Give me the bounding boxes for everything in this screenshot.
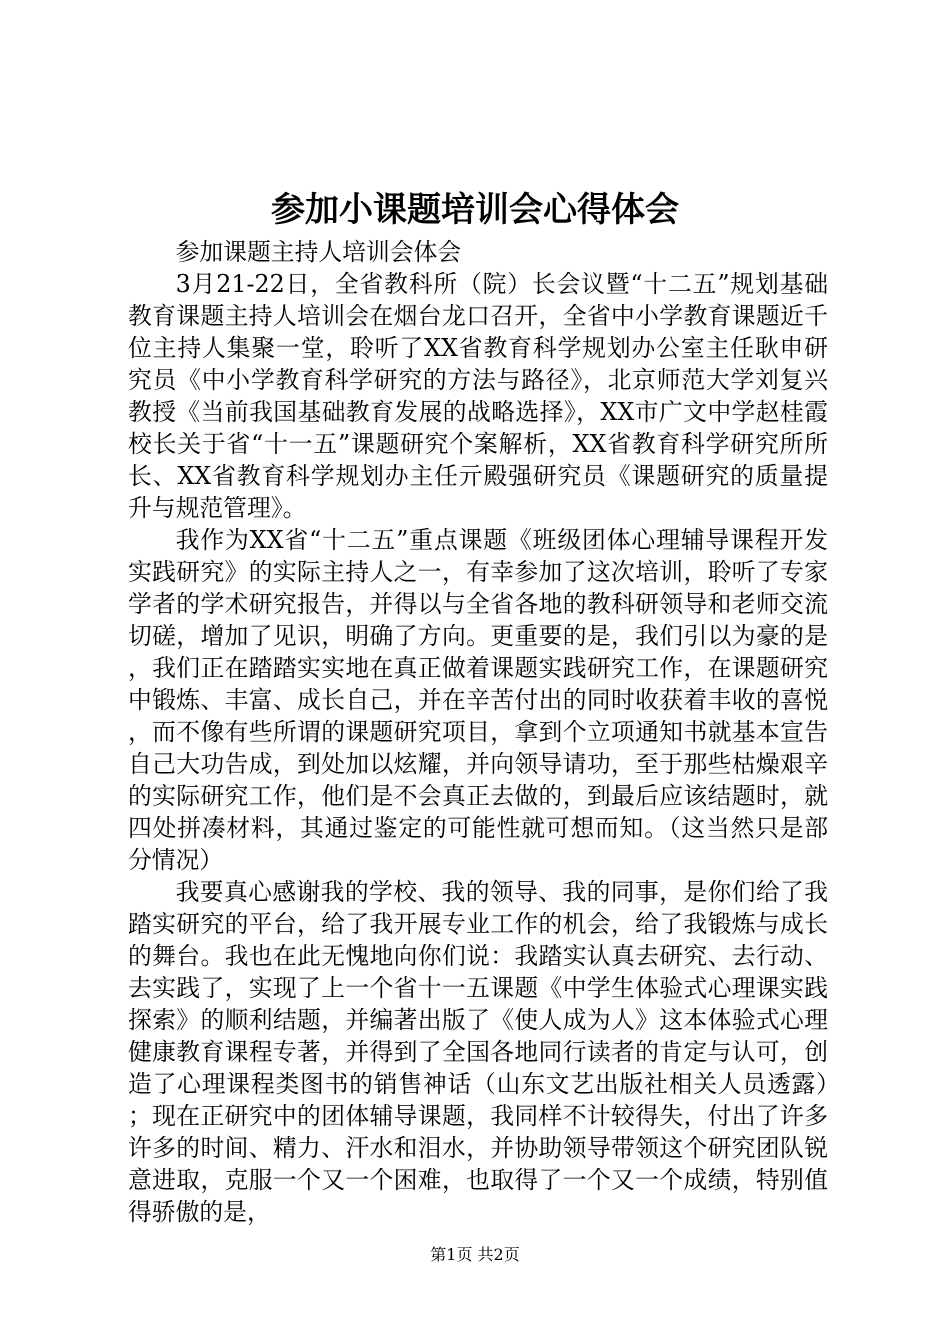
paragraph-3: 我要真心感谢我的学校、我的领导、我的同事，是你们给了我踏实研究的平台，给了我开展专业工作的机会，给了我锻炼与成长的舞台。我也在此无愧地向你们说：我踏实认真去研究、去行动、去实践了，实现了上一个省十一五课题《中学生体验式心理课实践探索》的顺利结题，并编著出版了《使人成为人》这本体验式心理健康教育课程专著，并得到了全国各地同行读者的肯定与认可，创造了心理课程类图书的销售神话（山东文艺出版社相关人员透露）；现在正研究中的团体辅导课题，我同样不计较得失，付出了许多许多的时间、精力、汗水和泪水，并协助领导带领这个研究团队锐意进取，克服一个又一个困难，也取得了一个又一个成绩，特别值得骄傲的是， (128, 878, 828, 1226)
paragraph-2: 我作为XX省“十二五”重点课题《班级团体心理辅导课程开发实践研究》的实际主持人之一，有幸参加了这次培训，聆听了专家学者的学术研究报告，并得以与全省各地的教科研领导和老师交流切磋，增加了见识，明确了方向。更重要的是，我们引以为豪的是，我们正在踏踏实实地在真正做着课题实践研究工作，在课题研究中锻炼、丰富、成长自己，并在辛苦付出的同时收获着丰收的喜悦，而不像有些所谓的课题研究项目，拿到个立项通知书就基本宣告自己大功告成，到处加以炫耀，并向领导请功，至于那些枯燥艰辛的实际研究工作，他们是不会真正去做的，到最后应该结题时，就四处拼凑材料，其通过鉴定的可能性就可想而知。（这当然只是部分情况） (128, 526, 828, 874)
page-footer: 第1页 共2页 (430, 1245, 520, 1264)
document-title: 参加小课题培训会心得体会 (271, 190, 679, 230)
document-body (128, 236, 828, 1228)
paragraph-1: 3月21-22日，全省教科所（院）长会议暨“十二五”规划基础教育课题主持人培训会在烟台龙口召开，全省中小学教育课题近千位主持人集聚一堂，聆听了XX省教育科学规划办公室主任耿申研究员《中小学教育科学研究的方法与路径》，北京师范大学刘复兴教授《当前我国基础教育发展的战略选择》，XX市广文中学赵桂霞校长关于省“十一五”课题研究个案解析，XX省教育科学研究所所长、XX省教育科学规划办主任亓殿强研究员《课题研究的质量提升与规范管理》。 (128, 270, 828, 522)
document-subtitle: 参加课题主持人培训会体会 (175, 238, 462, 266)
